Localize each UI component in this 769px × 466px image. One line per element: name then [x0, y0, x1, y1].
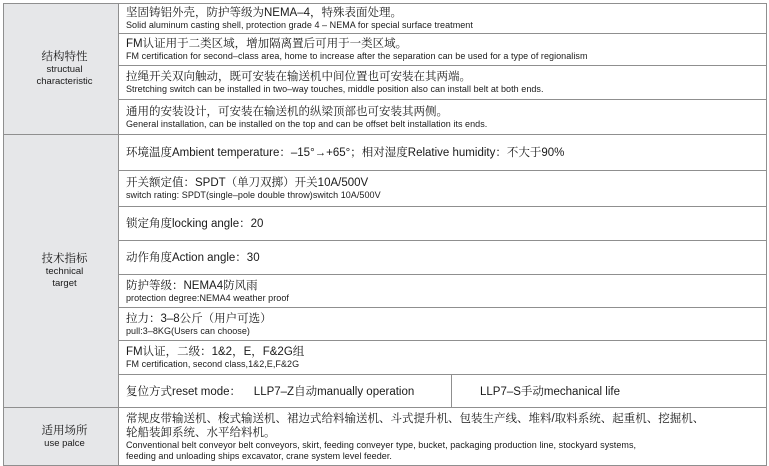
technical-row-3: [4, 207, 767, 241]
structure-row-3: [4, 66, 767, 100]
structure-item-3-zh: 拉绳开关双向触动，既可安装在输送机中间位置也可安装在其两端。: [126, 71, 471, 83]
structure-item-4-zh: 通用的安装设计，可安装在输送机的纵梁顶部也可安装其两侧。: [126, 105, 448, 118]
technical-category-cell: [4, 135, 119, 408]
technical-item-7: [119, 341, 767, 375]
technical-item-4-zh: 动作角度Action angle：30: [126, 251, 260, 264]
structure-row-1: [4, 4, 767, 34]
technical-item-7-zh: FM认证，二级：1&2，E，F&2G组: [126, 346, 305, 358]
usage-en-2: feeding and unloading ships excavator, crane system level feeder.: [126, 450, 392, 461]
structure-item-2-en: FM certification for second–class area, home to increase after the separation can be used for a type of regionalism: [126, 51, 588, 61]
technical-category-zh: 技术指标: [41, 253, 88, 265]
technical-item-5: [119, 275, 767, 308]
technical-category-en-1: technical: [45, 266, 84, 277]
technical-row-1: [4, 135, 767, 171]
technical-row-6: [4, 308, 767, 341]
structure-item-4: [119, 100, 767, 135]
technical-item-1-zh: 环境温度Ambient temperature：–15°→+65°；相对湿度Relative humidity：不大于90%: [126, 146, 565, 159]
structure-category-cell: [4, 4, 119, 135]
technical-row-2: [4, 171, 767, 207]
technical-row-8: [4, 375, 767, 408]
usage-en-1: Conventional belt conveyor belt conveyors, skirt, feeding conveyer type, bucket, packaging production line, stockyard systems,: [126, 439, 637, 450]
structure-row-4: [4, 100, 767, 135]
structure-item-2-zh: FM认证用于二类区域，增加隔离置后可用于一类区域。: [126, 38, 408, 50]
reset-mode-manual: LLP7–S手动mechanical life: [451, 375, 766, 407]
technical-item-2: [119, 171, 767, 207]
technical-item-2-en: switch rating: SPDT(single–pole double throw)switch 10A/500V: [126, 190, 381, 200]
reset-mode-split: [126, 375, 766, 407]
technical-item-4: [119, 241, 767, 275]
technical-row-7: [4, 341, 767, 375]
usage-category-zh: 适用场所: [41, 424, 88, 437]
technical-item-3-zh: 锁定角度locking angle：20: [126, 217, 264, 230]
reset-mode-auto: 复位方式reset mode： LLP7–Z自动manually operation: [126, 386, 415, 398]
structure-item-3: [119, 66, 767, 100]
structure-item-2: [119, 34, 767, 66]
usage-row: [4, 408, 767, 466]
technical-item-6: [119, 308, 767, 341]
usage-category-en: use palce: [44, 437, 85, 449]
technical-item-2-zh: 开关额定值：SPDT（单刀双掷）开关10A/500V: [126, 177, 369, 189]
technical-item-6-zh: 拉力：3–8公斤（用户可选）: [126, 312, 272, 325]
technical-item-5-zh: 防护等级：NEMA4防风雨: [126, 279, 258, 292]
spec-table: [3, 3, 767, 466]
technical-item-6-en: pull:3–8KG(Users can choose): [126, 325, 250, 336]
structure-category-zh: 结构特性: [41, 51, 88, 63]
usage-zh-1: 常规皮带输送机、梭式输送机、裙边式给料输送机、斗式提升机、包装生产线、堆料/取料系统、起重机、挖掘机、: [126, 412, 705, 425]
usage-category-cell: [4, 408, 119, 466]
technical-item-5-en: protection degree:NEMA4 weather proof: [126, 292, 289, 303]
structure-item-1-en: Solid aluminum casting shell, protection grade 4 – NEMA for special surface treatment: [126, 20, 473, 30]
structure-item-4-en: General installation, can be installed on the top and can be offset belt installation its ends.: [126, 118, 488, 129]
technical-item-3: [119, 207, 767, 241]
technical-row-4: [4, 241, 767, 275]
technical-item-8: [119, 375, 767, 408]
technical-category-en-2: target: [52, 278, 77, 289]
usage-item: [119, 408, 767, 466]
technical-row-5: [4, 275, 767, 308]
structure-row-2: [4, 34, 767, 66]
structure-item-3-en: Stretching switch can be installed in two–way touches, middle position also can install belt at both ends.: [126, 84, 544, 94]
structure-category-en-1: structual: [46, 64, 83, 75]
technical-item-1: [119, 135, 767, 171]
technical-item-7-en: FM certification, second class,1&2,E,F&2G: [126, 359, 300, 369]
structure-item-1-zh: 坚固铸铝外壳，防护等级为NEMA–4，特殊表面处理。: [126, 7, 403, 19]
structure-category-en-2: characteristic: [36, 76, 93, 87]
usage-zh-2: 轮船装卸系统、水平给料机。: [126, 426, 276, 439]
structure-item-1: [119, 4, 767, 34]
